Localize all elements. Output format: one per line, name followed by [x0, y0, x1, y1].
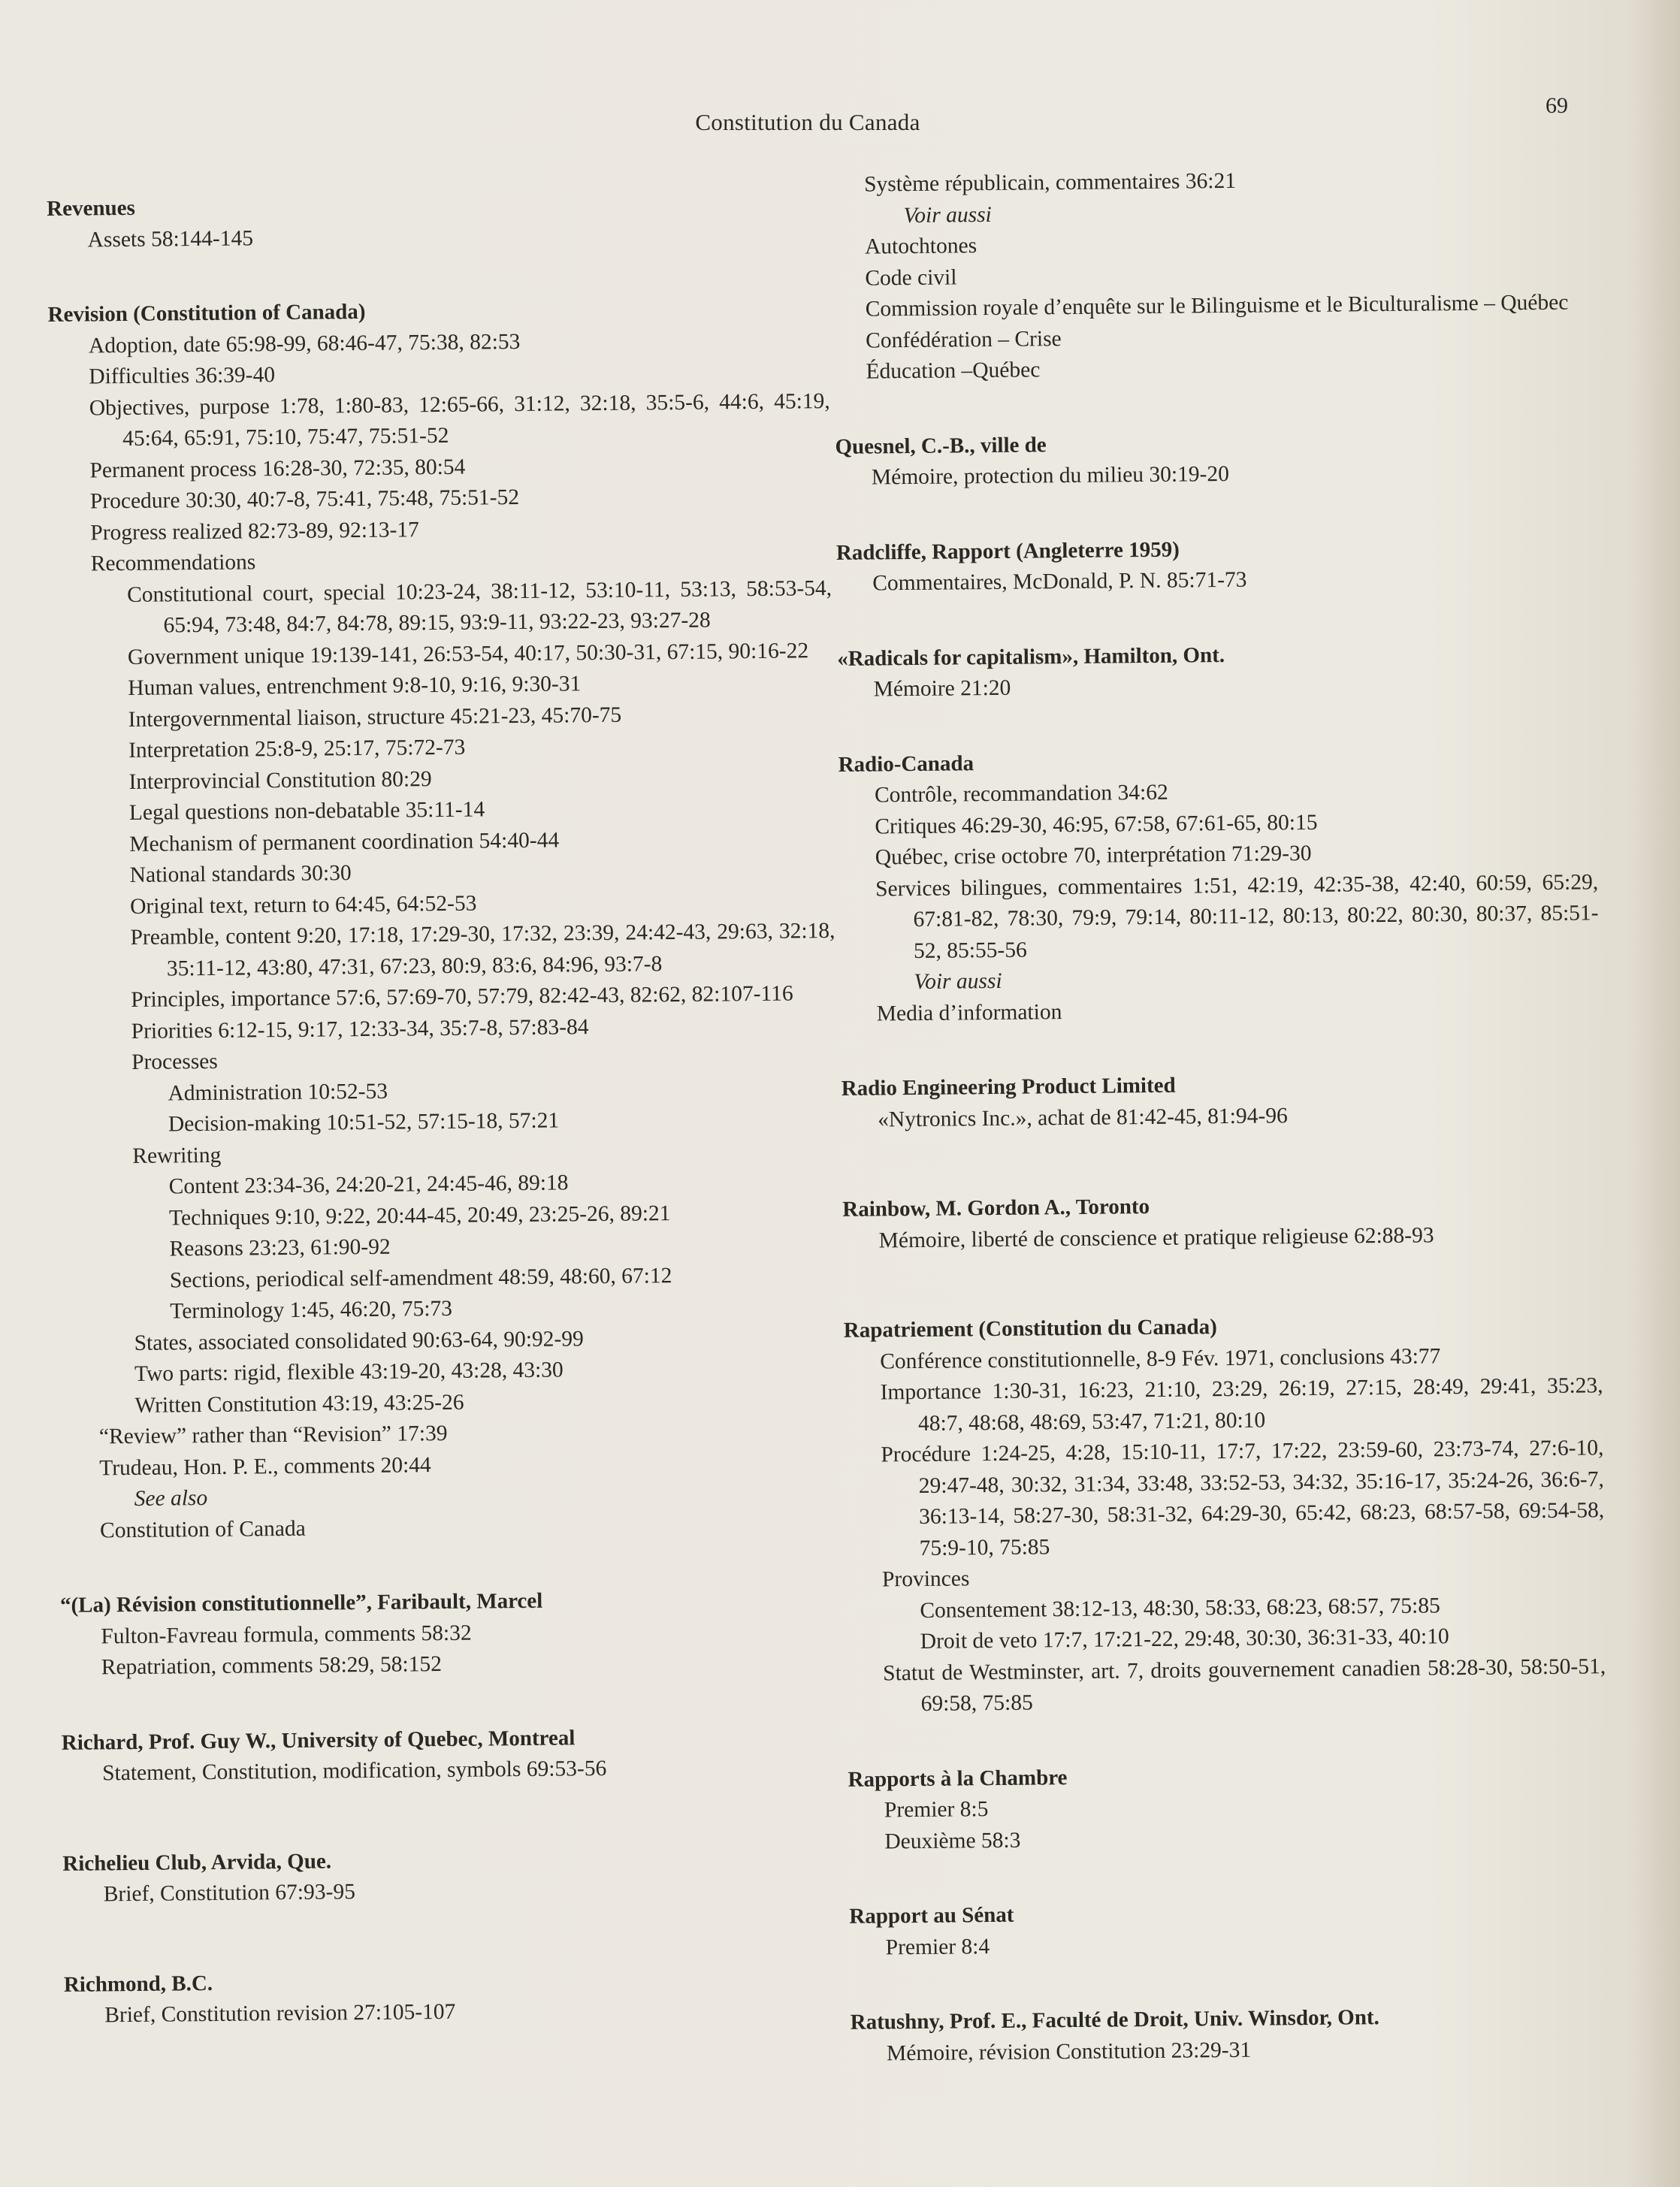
- subentry-line: Droit de veto 17:7, 17:21-22, 29:48, 30:30, 36:31-33, 40:10: [920, 1624, 1449, 1654]
- index-entry-la-revision: [60, 1583, 842, 1684]
- entry-line: “Review” rather than “Revision” 17:39: [98, 1421, 448, 1449]
- entry-line: Objectives, purpose 1:78, 1:80-83, 12:65-66, 31:12, 32:18, 35:5-6, 44:6, 45:19, 45:64, 65:91, 75:10, 75:47, 75:51-52: [89, 388, 830, 452]
- subsubentry-line: Content 23:34-36, 24:20-21, 24:45-46, 89:18: [168, 1171, 569, 1199]
- voir-aussi-label: Voir aussi: [903, 202, 992, 228]
- entry-heading: Quesnel, C.-B., ville de: [835, 432, 1047, 459]
- index-entry-rainbow: [842, 1187, 1602, 1257]
- subsubentry-line: Decision-making 10:51-52, 57:15-18, 57:21: [168, 1108, 560, 1137]
- subentry-line: Human values, entrenchment 9:8-10, 9:16, 9:30-31: [128, 672, 582, 700]
- entry-line: Progress realized 82:73-89, 92:13-17: [90, 517, 419, 545]
- entry-line: Premier 8:5: [884, 1797, 989, 1823]
- entry-line: Commentaires, McDonald, P. N. 85:71-73: [872, 567, 1247, 596]
- entry-heading: Richelieu Club, Arvida, Que.: [62, 1848, 332, 1876]
- subentry-line: Government unique 19:139-141, 26:53-54, 40:17, 50:30-31, 67:15, 90:16-22: [127, 638, 809, 669]
- entry-line: Permanent process 16:28-30, 72:35, 80:54: [89, 455, 466, 482]
- entry-heading: Revision (Constitution of Canada): [47, 299, 366, 327]
- entry-line: Deuxième 58:3: [884, 1828, 1021, 1853]
- subentry-line: Original text, return to 64:45, 64:52-53: [129, 891, 477, 919]
- page-number: 69: [1546, 93, 1568, 118]
- subentry-line: Processes: [131, 1049, 218, 1074]
- entry-line: Fulton-Favreau formula, comments 58:32: [101, 1621, 472, 1648]
- subentry-line: Mechanism of permanent coordination 54:40-44: [129, 827, 560, 856]
- subsubentry-line: Reasons 23:23, 61:90-92: [169, 1234, 391, 1261]
- entry-heading: “(La) Révision constitutionnelle”, Faribault, Marcel: [59, 1588, 543, 1618]
- subsubentry-line: Administration 10:52-53: [168, 1079, 388, 1106]
- index-entry-ratushny: [850, 2000, 1609, 2070]
- index-entry-revenues: [47, 186, 829, 256]
- subentry-line: Preamble, content 9:20, 17:18, 17:29-30, 17:32, 23:39, 24:42-43, 29:63, 32:18, 35:11-12, 43:80, 47:31, 67:23, 80:9, 83:6, 84:96, 93:7-8: [130, 918, 835, 981]
- subentry-line: Two parts: rigid, flexible 43:19-20, 43:28, 43:30: [134, 1358, 564, 1386]
- entry-heading: Rainbow, M. Gordon A., Toronto: [842, 1195, 1150, 1222]
- see-also-target: Constitution of Canada: [99, 1516, 306, 1542]
- subentry-line: Principles, importance 57:6, 57:69-70, 57:79, 82:42-43, 82:62, 82:107-116: [131, 981, 793, 1012]
- index-entry-richmond: [64, 1962, 846, 2031]
- entry-line: Mémoire, révision Constitution 23:29-31: [886, 2037, 1252, 2065]
- entry-line: «Nytronics Inc.», achat de 81:42-45, 81:94-96: [877, 1103, 1288, 1131]
- entry-heading: Ratushny, Prof. E., Faculté de Droit, Univ. Winsdor, Ont.: [850, 2005, 1379, 2034]
- entry-line: Mémoire, protection du milieu 30:19-20: [871, 461, 1230, 490]
- entry-line: Provinces: [881, 1566, 970, 1592]
- entry-line: Importance 1:30-31, 16:23, 21:10, 23:29, 26:19, 27:15, 28:49, 29:41, 35:23, 48:7, 48:68, 48:69, 53:47, 71:21, 80:10: [880, 1373, 1603, 1436]
- subentry-line: States, associated consolidated 90:63-64, 90:92-99: [134, 1326, 584, 1355]
- entry-line: Repatriation, comments 58:29, 58:152: [101, 1652, 443, 1680]
- entry-heading: Radio Engineering Product Limited: [841, 1073, 1176, 1101]
- subentry-line: Interprovincial Constitution 80:29: [128, 766, 432, 794]
- index-entry-radio-canada: [838, 742, 1600, 1030]
- subentry-line: Written Constitution 43:19, 43:25-26: [134, 1390, 464, 1418]
- index-entry-radcliffe: [836, 530, 1596, 600]
- subentry-line: Consentement 38:12-13, 48:30, 58:33, 68:23, 68:57, 75:85: [920, 1593, 1440, 1623]
- entry-line: Brief, Constitution 67:93-95: [103, 1880, 356, 1907]
- entry-line: Recommendations: [90, 550, 256, 576]
- entry-heading: Radio-Canada: [838, 751, 974, 777]
- voir-aussi-target: Éducation –Québec: [866, 358, 1041, 384]
- index-entry-rapatriement: [844, 1308, 1606, 1720]
- entry-heading: Rapports à la Chambre: [848, 1765, 1068, 1792]
- right-column: [832, 162, 1610, 2097]
- entry-line: Procédure 1:24-25, 4:28, 15:10-11, 17:7, 17:22, 23:59-60, 23:73-74, 27:6-10, 29:47-48, 30:32, 31:34, 33:48, 33:52-53, 34:32, 35:16-17, 35:24-26, 36:6-7, 36:13-14, 58:27-30, 58:31-32, 64:29-30, 65:42, 68:23, 68:57-58, 69:54-58, 75:9-10, 75:85: [881, 1436, 1605, 1560]
- entry-heading: Revenues: [47, 195, 135, 221]
- subentry-line: Intergovernmental liaison, structure 45:21-23, 45:70-75: [128, 702, 622, 732]
- subentry-line: National standards 30:30: [129, 861, 352, 887]
- entry-line: Contrôle, recommandation 34:62: [874, 780, 1168, 808]
- subsubentry-line: Techniques 9:10, 9:22, 20:44-45, 20:49, 23:25-26, 89:21: [168, 1201, 671, 1230]
- subsubentry-line: Terminology 1:45, 46:20, 75:73: [170, 1296, 453, 1324]
- index-entry-continued: [832, 162, 1594, 388]
- index-entry-revision: [47, 292, 841, 1547]
- entry-line: Adoption, date 65:98-99, 68:46-47, 75:38, 82:53: [88, 329, 521, 358]
- entry-line: Statut de Westminster, art. 7, droits gouvernement canadien 58:28-30, 58:50-51, 69:58, 75:85: [883, 1654, 1606, 1716]
- entry-heading: «Radicals for capitalism», Hamilton, Ont.: [837, 642, 1225, 671]
- entry-heading: Radcliffe, Rapport (Angleterre 1959): [835, 537, 1180, 565]
- index-entry-radio-engineering: [842, 1066, 1601, 1136]
- index-entry-quesnel: [835, 424, 1594, 494]
- left-column: [47, 186, 846, 2059]
- index-entry-richelieu: [62, 1841, 845, 1911]
- subentry-line: Constitutional court, special 10:23-24, 38:11-12, 53:10-11, 53:13, 58:53-54, 65:94, 73:48, 84:7, 84:78, 89:15, 93:9-11, 93:22-23, 93:27-28: [126, 575, 832, 638]
- voir-aussi-target: Commission royale d’enquête sur le Bilinguisme et le Biculturalisme – Québec: [865, 290, 1569, 322]
- index-entry-richard: [62, 1720, 844, 1790]
- entry-line: Québec, crise octobre 70, interprétation 71:29-30: [875, 841, 1312, 870]
- entry-line: Statement, Constitution, modification, symbols 69:53-56: [102, 1756, 607, 1786]
- voir-aussi-target: Code civil: [865, 264, 957, 291]
- entry-line: Conférence constitutionnelle, 8-9 Fév. 1971, conclusions 43:77: [880, 1343, 1441, 1373]
- entry-line: Mémoire 21:20: [873, 675, 1011, 702]
- subentry-line: Rewriting: [132, 1143, 222, 1168]
- subentry-line: Legal questions non-debatable 35:11-14: [128, 797, 485, 825]
- entry-heading: Rapport au Sénat: [849, 1902, 1014, 1929]
- entry-line: Trudeau, Hon. P. E., comments 20:44: [99, 1452, 431, 1480]
- running-title: Constitution du Canada: [695, 109, 920, 135]
- entry-line: Assets 58:144-145: [87, 225, 254, 252]
- index-entry-radicals: [837, 636, 1597, 706]
- entry-heading: Richard, Prof. Guy W., University of Quebec, Montreal: [61, 1725, 576, 1755]
- entry-line: Services bilingues, commentaires 1:51, 42:19, 42:35-38, 42:40, 60:59, 65:29, 67:81-82, 78:30, 79:9, 79:14, 80:11-12, 80:13, 80:22, 80:30, 80:37, 85:51-52, 85:55-56: [875, 869, 1599, 963]
- entry-line: Mémoire, liberté de conscience et pratique religieuse 62:88-93: [878, 1222, 1434, 1252]
- see-also-label: See also: [134, 1486, 208, 1511]
- subentry-line: Interpretation 25:8-9, 25:17, 75:72-73: [128, 735, 466, 763]
- entry-line: Critiques 46:29-30, 46:95, 67:58, 67:61-65, 80:15: [875, 810, 1318, 838]
- voir-aussi-target: Autochtones: [864, 234, 977, 259]
- entry-line: Système républicain, commentaires 36:21: [864, 168, 1237, 197]
- entry-heading: Richmond, B.C.: [63, 1971, 213, 1997]
- subsubentry-line: Sections, periodical self-amendment 48:59, 48:60, 67:12: [169, 1263, 672, 1292]
- entry-line: Brief, Constitution revision 27:105-107: [104, 1999, 456, 2028]
- entry-line: Difficulties 36:39-40: [89, 363, 276, 389]
- subentry-line: Priorities 6:12-15, 9:17, 12:33-34, 35:7-8, 57:83-84: [131, 1014, 589, 1044]
- entry-line: Procedure 30:30, 40:7-8, 75:41, 75:48, 75:51-52: [89, 485, 520, 514]
- entry-heading: Rapatriement (Constitution du Canada): [843, 1315, 1218, 1343]
- index-entry-rapport-senat: [849, 1894, 1609, 1964]
- index-entry-rapports-chambre: [848, 1757, 1607, 1858]
- entry-line: Premier 8:4: [885, 1934, 990, 1959]
- voir-aussi-target: Media d’information: [876, 999, 1062, 1026]
- voir-aussi-target: Confédération – Crise: [866, 326, 1062, 353]
- voir-aussi-label: Voir aussi: [914, 968, 1002, 995]
